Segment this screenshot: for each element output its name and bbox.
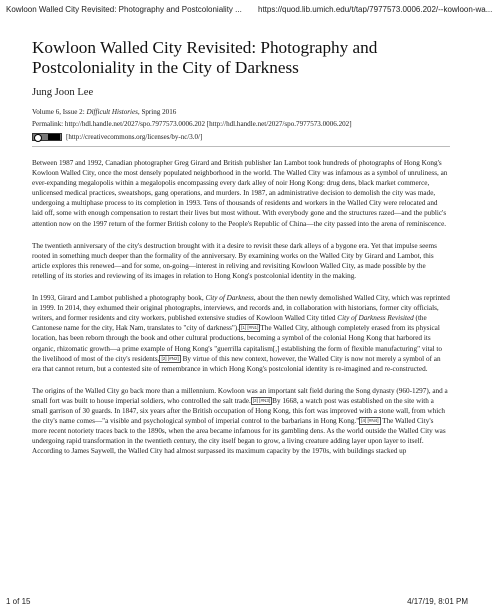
paragraph-4-part-a: The origins of the Walled City go back more than a millennium. Kowloon was an important salt field during the Song dynasty (960-1297), and a small fort was built to house imperial soldiers, who controlled the salt trade. [32, 386, 448, 405]
creative-commons-badge-icon[interactable] [32, 133, 62, 141]
paragraph-4-part-b: By 1668, a watch post was established on the site with a small garrison of 30 guards. In 1847, six years after the British occupation of Hong Kong, this fort was improved with a stone wall, from which the city's name comes—"a visible and psychological symbol of imperial control to the barbarians in Hong Kong." [32, 396, 446, 426]
article-author: Jung Joon Lee [32, 87, 94, 98]
volume-prefix: Volume 6, Issue 2: [32, 108, 87, 116]
permalink-label: Permalink: [32, 120, 65, 128]
paragraph-3 [32, 293, 450, 374]
header-divider [32, 146, 450, 147]
header-url: https://quod.lib.umich.edu/t/tap/7977573.0006.202/--kowloon-wa... [258, 5, 492, 14]
license-link[interactable]: [http://creativecommons.org/licenses/by-nc/3.0/] [66, 133, 203, 141]
paragraph-3-part-c: (the Cantonese name for the city, Hak Nam, translates to "city of darkness"). [32, 314, 427, 333]
paragraph-4 [32, 386, 450, 457]
footnote-ref-3[interactable]: [3] [#N3] [252, 397, 271, 403]
permalink-line [32, 119, 450, 129]
volume-info [32, 107, 450, 117]
paragraph-4-part-c: The Walled City's more recent notoriety traces back to the 1890s, when the area became infamous for its gambling dens. As the world outside the Walled City was undergoing rapid transformation in the twentieth century, the city itself began to grow, a living creature adding layer upon layer to itself. According to James Saywell, the Walled City had almost surpassed its maximum capacity by the 1970s, with buildings stacked up [32, 417, 446, 456]
paragraph-2: The twentieth anniversary of the city's destruction brought with it a desire to revisit these dark alleys of a bygone era. Yet that impulse seems rooted in something much deeper than the formality of the anniversary. By examining works on the Walled City by Girard and Lambot, this article explores this renewed—and for some, on-going—interest in reliving and revisiting Kowloon Walled City, as made possible by the retelling of its stories and reviewing of its images in relation to Hong Kong's postcolonial identity in the making. [32, 241, 437, 280]
book-title: City of Darkness [205, 294, 254, 303]
header-page-title: Kowloon Walled City Revisited: Photography and Postcoloniality ... [6, 5, 242, 14]
journal-issue-title: Difficult Histories [86, 108, 138, 116]
footer-page-number: 1 of 15 [6, 597, 31, 606]
article-title: Kowloon Walled City Revisited: Photography and Postcoloniality in the City of Darkness [32, 38, 378, 77]
paragraph-3-part-a: In 1993, Girard and Lambot published a photography book, [32, 294, 206, 303]
footer-datetime: 4/17/19, 8:01 PM [407, 597, 468, 606]
paragraph-1: Between 1987 and 1992, Canadian photographer Greg Girard and British publisher Ian Lambot took hundreds of photographs of Hong Kong's Kowloon Walled City, once the most densely populated neighborhood in the world. The Walled City was infamous as a symbol of unruliness, an ever-expanding megalopolis within a megalopolis encompassing every dark alley of noir Hong Kong: drug dens, black market commerce, unlicensed medical practices, sweatshops, gang operations, and murders. In 1987, an administrative decision to demolish the city was made, undergoing a multiphase process to its completion in 1993. Tens of thousands of residents and workers in the Walled City were relocated and laid off, some with enough compensation to restart their lives but most without. With everybody gone and the structures razed—and the public's attention now on the 1997 return of the former British colony to the People's Republic of China—the city passed into the arena of reminiscence. [32, 159, 448, 228]
browser-print-header [0, 0, 492, 20]
footnote-ref-1[interactable]: [1] [#N1] [241, 325, 259, 331]
paragraph-3-part-e: By virtue of this new context, however, the Walled City is now not merely a symbol of an era that cannot return, but a contested site of remembrance in which Hong Kong's postcolonial identity is re-imagined and re-constructed. [32, 354, 441, 373]
book-title-revisited: City of Darkness Revisited [337, 314, 414, 323]
footnote-ref-4[interactable]: [4] [#N4] [361, 418, 379, 424]
permalink-link[interactable]: http://hdl.handle.net/2027/spo.7977573.0006.202 [http://hdl.handle.net/2027/spo.7977573.0006.202] [64, 120, 352, 128]
article-page [32, 38, 450, 456]
article-body [32, 158, 450, 456]
paragraph-3-part-b: , about the then newly demolished Walled City, which was reprinted in 1999. In 2014, they exhumed their original photographs, interviews, and records and, in collaboration with historians, former city officials, writers, and former residents and city workers, published extensive studies of Kowloon Walled City titled [32, 294, 450, 323]
paragraph-3-part-d: The Walled City, although completely erased from its physical location, has been reborn through the book and other cultural productions, becoming a symbol of the colonial Hong Kong that harbored its organic, rhizomatic growth—a prime example of Hong Kong's "guerrilla capitalism[,] establishing the form of flexible manufacturing" vital to the livelihood of most of the city's residents. [32, 324, 443, 363]
browser-print-footer [0, 595, 474, 609]
volume-suffix: , Spring 2016 [137, 108, 177, 116]
license-line [32, 132, 450, 142]
footnote-ref-2[interactable]: [2] [#N2] [161, 355, 179, 361]
